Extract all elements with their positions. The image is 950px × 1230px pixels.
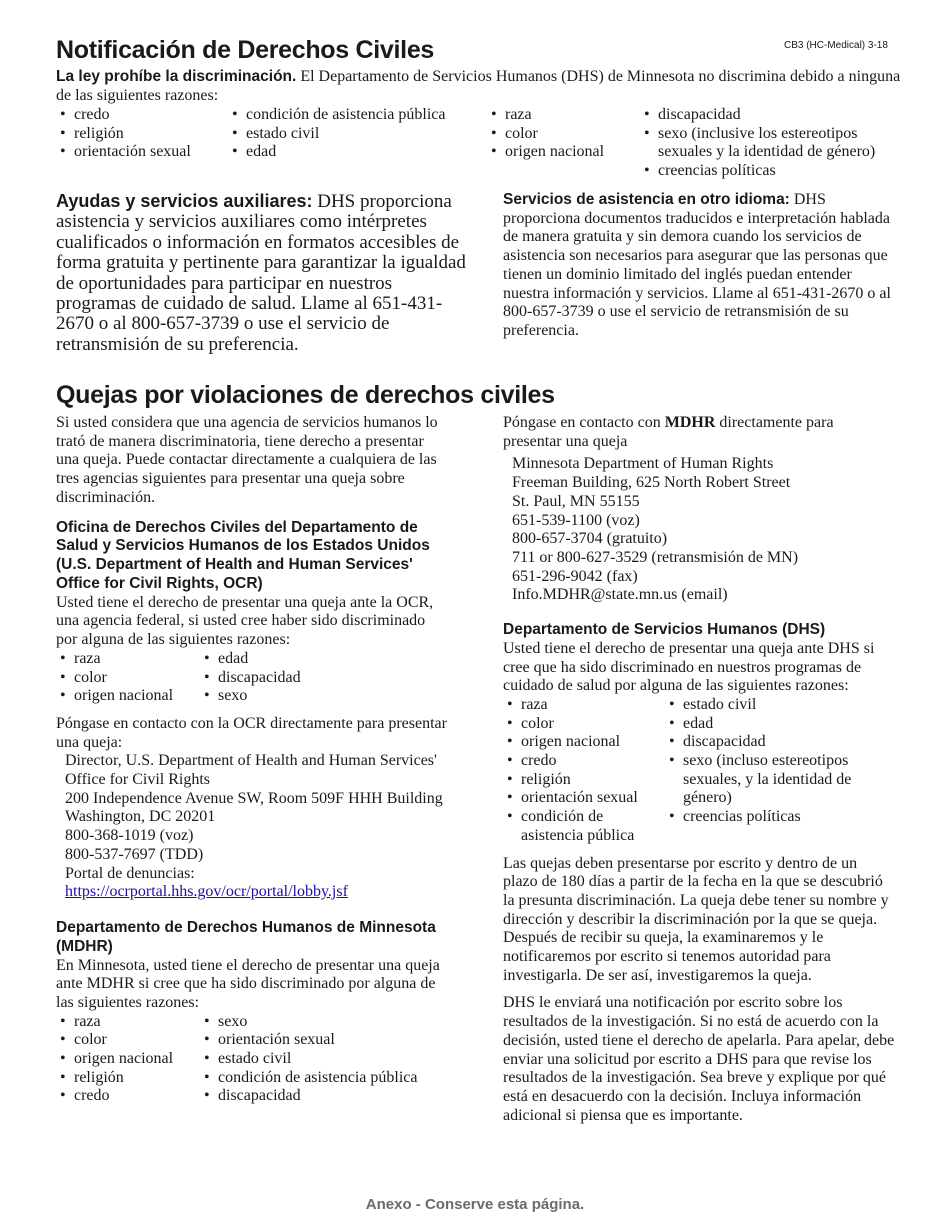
dhs-paragraph-1: Las quejas deben presentarse por escrito y dentro de un plazo de 180 días a partir de la fecha en la que se descubrió la presunta discriminación. La queja debe tener su nombre y dirección y describir la discriminación por la que se queja. Después de recibir su queja, la examinaremos y le notificaremos por escrito si tenemos autoridad para investigarla. De ser así, investigaremos la queja. bbox=[503, 854, 889, 984]
ocr-heading: Oficina de Derechos Civiles del Departamento de Salud y Servicios Humanos de los Estados Unidos (U.S. Department of Health and Human Services' Office for Civil Rights, OCR) bbox=[56, 518, 430, 592]
mdhr-reasons bbox=[56, 1013, 448, 1107]
list-item: • creencias políticas bbox=[640, 162, 900, 181]
list-item: • origen nacional bbox=[503, 733, 665, 752]
mdhr-heading: Departamento de Derechos Humanos de Minnesota (MDHR) bbox=[56, 918, 436, 955]
list-item: • discapacidad bbox=[200, 669, 400, 688]
address-line: 800-368-1019 (voz) bbox=[65, 827, 194, 845]
list-item: • discapacidad bbox=[640, 106, 900, 125]
language-assistance-heading: Servicios de asistencia en otro idioma: bbox=[503, 191, 790, 208]
list-item: • raza bbox=[487, 106, 637, 125]
address-line: 800-537-7697 (TDD) bbox=[65, 845, 204, 863]
dhs-reasons-col2 bbox=[665, 696, 865, 846]
intro-list-col3 bbox=[487, 106, 637, 162]
address-line: Director, U.S. Department of Health and Human Services' Office for Civil Rights bbox=[65, 752, 437, 789]
list-item: • orientación sexual bbox=[56, 143, 226, 162]
auxiliary-aids-heading: Ayudas y servicios auxiliares: bbox=[56, 191, 313, 211]
list-item: • raza bbox=[503, 696, 665, 715]
list-item: • estado civil bbox=[665, 696, 865, 715]
address-line: Info.MDHR@state.mn.us (email) bbox=[512, 586, 728, 604]
address-line: Freeman Building, 625 North Robert Street bbox=[512, 474, 791, 492]
address-line: Portal de denuncias: bbox=[65, 864, 195, 882]
intro-list-col4 bbox=[640, 106, 900, 181]
ocr-reasons-col1 bbox=[56, 650, 200, 706]
dhs-reasons-col1 bbox=[503, 696, 665, 846]
address-line: St. Paul, MN 55155 bbox=[512, 492, 640, 510]
intro-list-col1 bbox=[56, 106, 226, 162]
list-item: • credo bbox=[503, 752, 665, 771]
mdhr-reasons-col1 bbox=[56, 1013, 200, 1107]
ocr-reasons bbox=[56, 650, 448, 706]
dhs-heading: Departamento de Servicios Humanos (DHS) bbox=[503, 621, 826, 639]
mdhr-address bbox=[503, 455, 895, 605]
list-item: • discapacidad bbox=[665, 733, 865, 752]
mdhr-text: En Minnesota, usted tiene el derecho de presentar una queja ante MDHR si cree que ha sido discriminado por alguna de las siguientes razones: bbox=[56, 956, 440, 1011]
list-item: • credo bbox=[56, 1087, 200, 1106]
dhs-reasons bbox=[503, 696, 895, 846]
list-item: • origen nacional bbox=[56, 1050, 200, 1069]
intro-statement bbox=[56, 68, 916, 105]
list-item: • edad bbox=[665, 715, 865, 734]
list-item: • discapacidad bbox=[200, 1087, 440, 1106]
address-line: 200 Independence Avenue SW, Room 509F HHH Building bbox=[65, 789, 443, 807]
auxiliary-aids-text: DHS proporciona asistencia y servicios auxiliares como intérpretes cualificados o información en formatos accesibles de forma gratuita y pertinente para garantizar la igualdad de oportunidades para participar en nuestros programas de cuidado de salud. Llame al 651-431-2670 o al 800-657-3739 o use el servicio de retransmisión de su preferencia. bbox=[56, 191, 466, 355]
list-item: • edad bbox=[200, 650, 400, 669]
list-item: • estado civil bbox=[200, 1050, 440, 1069]
list-item: • orientación sexual bbox=[503, 789, 665, 808]
ocr-text: Usted tiene el derecho de presentar una queja ante la OCR, una agencia federal, si usted cree haber sido discriminado por alguna de las siguientes razones: bbox=[56, 593, 434, 649]
complaints-right-column bbox=[503, 414, 895, 1125]
complaints-left-column bbox=[56, 414, 448, 1106]
mdhr-contact-pre: Póngase en contacto con bbox=[503, 414, 665, 431]
list-item: • color bbox=[503, 715, 665, 734]
footer-note: Anexo - Conserve esta página. bbox=[365, 1196, 585, 1213]
list-item: • orientación sexual bbox=[200, 1031, 440, 1050]
address-line: 711 or 800-627-3529 (retransmisión de MN) bbox=[512, 548, 799, 566]
address-line: 800-657-3704 (gratuito) bbox=[512, 530, 668, 548]
list-item: • origen nacional bbox=[56, 687, 200, 706]
list-item: • condición de asistencia pública bbox=[200, 1069, 440, 1088]
auxiliary-aids-section bbox=[56, 191, 474, 355]
intro-list-col2 bbox=[228, 106, 488, 162]
list-item: • condición de asistencia pública bbox=[228, 106, 488, 125]
list-item: • color bbox=[56, 669, 200, 688]
ocr-reasons-col2 bbox=[200, 650, 400, 706]
address-line: Minnesota Department of Human Rights bbox=[512, 455, 774, 473]
dhs-text: Usted tiene el derecho de presentar una queja ante DHS si cree que ha sido discriminado en nuestros programas de cuidado de salud por alguna de las siguientes razones: bbox=[503, 639, 875, 695]
mdhr-contact-bold: MDHR bbox=[664, 414, 716, 431]
intro-bold: La ley prohíbe la discriminación. bbox=[56, 68, 297, 85]
list-item: • sexo bbox=[200, 1013, 440, 1032]
list-item: • origen nacional bbox=[487, 143, 637, 162]
address-line: Washington, DC 20201 bbox=[65, 808, 216, 826]
list-item: • raza bbox=[56, 650, 200, 669]
ocr-contact: Póngase en contacto con la OCR directamente para presentar una queja: bbox=[56, 714, 447, 751]
list-item: • sexo bbox=[200, 687, 400, 706]
language-assistance-text: DHS proporciona documentos traducidos e interpretación hablada de manera gratuita y sin demora cuando los servicios de asistencia son necesarios para asegurar que las personas que tienen un dominio limitado del inglés puedan entender nuestra información y servicios. Llame al 651-431-2670 o al 800-657-3739 o use el servicio de retransmisión de su preferencia. bbox=[503, 191, 891, 339]
list-item: • creencias políticas bbox=[665, 808, 865, 827]
page-title: Notificación de Derechos Civiles bbox=[56, 36, 435, 64]
list-item: • religión bbox=[503, 771, 665, 790]
list-item: • religión bbox=[56, 1069, 200, 1088]
address-line: 651-296-9042 (fax) bbox=[512, 567, 638, 585]
list-item: • edad bbox=[228, 143, 488, 162]
list-item: • color bbox=[487, 125, 637, 144]
complaints-intro: Si usted considera que una agencia de servicios humanos lo trató de manera discriminatoria, tiene derecho a presentar una queja. Puede contactar directamente a cualquiera de las tres agencias siguientes para presentar una queja sobre discriminación. bbox=[56, 414, 438, 506]
dhs-paragraph-2: DHS le enviará una notificación por escrito sobre los resultados de la investigación. Si no está de acuerdo con la decisión, usted tiene el derecho de apelarla. Para apelar, debe enviar una solicitud por escrito a DHS para que revise los resultados de la investigación. Sea breve y explique por qué está en desacuerdo con la decisión. Incluya información adicional si piensa que es importante. bbox=[503, 994, 895, 1124]
list-item: • raza bbox=[56, 1013, 200, 1032]
list-item: • credo bbox=[56, 106, 226, 125]
ocr-address bbox=[56, 752, 448, 902]
complaints-title: Quejas por violaciones de derechos civiles bbox=[56, 381, 555, 409]
list-item: • religión bbox=[56, 125, 226, 144]
form-code: CB3 (HC-Medical) 3-18 bbox=[784, 40, 888, 51]
ocr-portal-link[interactable]: https://ocrportal.hhs.gov/ocr/portal/lobby.jsf bbox=[65, 883, 348, 901]
list-item: • condición de asistencia pública bbox=[503, 808, 647, 845]
list-item: • color bbox=[56, 1031, 200, 1050]
language-assistance-section bbox=[503, 191, 895, 341]
mdhr-contact-post: directamente para presentar una queja bbox=[503, 414, 834, 450]
mdhr-contact bbox=[503, 414, 895, 451]
address-line: 651-539-1100 (voz) bbox=[512, 511, 640, 529]
list-item: • estado civil bbox=[228, 125, 488, 144]
intro-text: El Departamento de Servicios Humanos (DHS) de Minnesota no discrimina debido a ninguna de las siguientes razones: bbox=[56, 68, 901, 104]
list-item: • sexo (incluso estereotipos sexuales, y la identidad de género) bbox=[665, 752, 865, 808]
list-item: • sexo (inclusive los estereotipos sexuales y la identidad de género) bbox=[640, 125, 900, 162]
mdhr-reasons-col2 bbox=[200, 1013, 440, 1107]
